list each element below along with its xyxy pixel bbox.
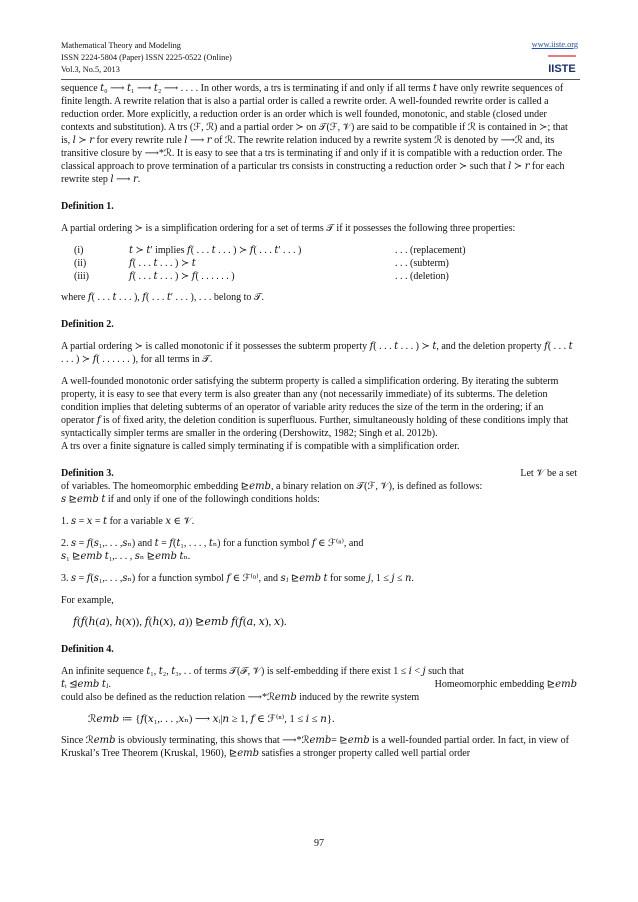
definition-3-header: [61, 467, 577, 480]
rewrite-system-formula: ℛ𝑒𝑚𝑏 ≔ {𝑓(𝑥₁,. . . ,𝑥ₙ) ⟶ 𝑥ᵢ|𝑛 ≥ 1, 𝑓 ∈ ℱ⁽ⁿ⁾, 1 ≤ 𝑖 ≤ 𝑛}.: [88, 714, 335, 725]
definition-2-paragraph: A well-founded monotonic order satisfying the subterm property is called a simplification ordering. By iterating the subterm property, it is easy to see that every term is also greater than any (not necessarily immediate) of its subterms. The deletion condition implies that deleting subterms of an operator of variable arity reduces the size of the term in the ordering; if an operator 𝑓 is of fixed arity, the deletion condition is superfluous. Further, simultaneously holding of these conditions imply that syntactically simpler terms are smaller in the ordering (Dershowitz, 1982; Singh et al. 2012b).: [61, 376, 569, 439]
page-body: [61, 82, 577, 769]
property-formula: 𝑡 ≻ 𝑡′ implies 𝑓( . . . 𝑡 . . . ) ≻ 𝑓( . . . 𝑡′ . . . ): [129, 245, 302, 256]
property-item: [61, 244, 577, 257]
property-name: . . . (deletion): [395, 271, 449, 282]
definition-3-lead: Let 𝒱 be a set: [520, 468, 577, 479]
property-formula: 𝑓( . . . 𝑡 . . . ) ≻ 𝑡: [129, 258, 196, 269]
property-name: . . . (replacement): [395, 245, 466, 256]
condition-1: 1. 𝑠 = 𝑥 = 𝑡 for a variable 𝑥 ∈ 𝒱.: [61, 516, 195, 527]
property-item: [61, 257, 577, 270]
definition-1-title: Definition 1.: [61, 201, 114, 212]
journal-title: Mathematical Theory and Modeling: [61, 41, 181, 50]
definition-2-text: A partial ordering ≻ is called monotonic if it possesses the subterm property 𝑓( . . . 𝑡 . . . ) ≻ 𝑡, and the deletion property 𝑓( . . . 𝑡 . . . ) ≻ 𝑓( . . . . . . ), for all terms in 𝒯.: [61, 341, 573, 365]
property-formula: 𝑓( . . . 𝑡 . . . ) ≻ 𝑓( . . . . . . ): [129, 271, 235, 282]
property-item: [61, 270, 577, 283]
definition-4-line: [61, 678, 577, 691]
example-formula: 𝑓(𝑓(ℎ(𝑎), ℎ(𝑥)), 𝑓(ℎ(𝑥), 𝑎)) ⊵𝑒𝑚𝑏 𝑓(𝑓(𝑎, 𝑥), 𝑥).: [73, 616, 287, 628]
condition-2-continued: 𝑠₁ ⊵𝑒𝑚𝑏 𝑡₁,. . . , 𝑠ₙ ⊵𝑒𝑚𝑏 𝑡ₙ.: [61, 551, 191, 562]
property-name: . . . (subterm): [395, 258, 449, 269]
definition-3-line: of variables. The homeomorphic embedding ⊵𝑒𝑚𝑏, a binary relation on 𝒯(ℱ, 𝒱), is defined as follows:: [61, 481, 483, 492]
condition-3: 3. 𝑠 = 𝑓(𝑠₁,. . . ,𝑠ₙ) for a function symbol 𝑓 ∈ ℱ⁽ⁿ⁾, and 𝑠ⱼ ⊵𝑒𝑚𝑏 𝑡 for some 𝑗, 1 ≤ 𝑗 ≤ 𝑛.: [61, 573, 414, 584]
example-label: For example,: [61, 595, 114, 606]
definition-4-text: could also be defined as the reduction relation ⟶*ℛ𝑒𝑚𝑏 induced by the rewrite system: [61, 692, 420, 703]
definition-3-line: 𝑠 ⊵𝑒𝑚𝑏 𝑡 if and only if one of the followingh conditions holds:: [61, 494, 320, 505]
intro-paragraph: sequence 𝑡₀ ⟶ 𝑡₁ ⟶ 𝑡₂ ⟶ . . . . In other words, a trs is terminating if and only if all terms 𝑡 have only rewrite sequences of finite length. A rewrite relation that is also a partial order is called a rewrite order. A well-founded rewrite order is called a reduction order. More explicitly, a reduction order is an order which is well founded, monotonic, and stable (closed under contexts and substitution). A trs (ℱ, ℛ) and a partial order ≻ on 𝒯(ℱ, 𝒱) are said to be compatible if ℛ is contained in ≻; that is, 𝑙 ≻ 𝑟 for every rewrite rule 𝑙 ⟶ 𝑟 of ℛ. The rewrite relation induced by a rewrite system ℛ is denoted by ⟶ℛ and, its transitive closure by ⟶*ℛ. It is easy to see that a trs is terminating if and only if it is compatible with a reduction order. The classical approach to prove termination of a particular trs consists in constructing a reduction order ≻ such that 𝑙 ≻ 𝑟 for each rewrite step 𝑙 ⟶ 𝑟.: [61, 83, 568, 185]
definition-4-title: Definition 4.: [61, 644, 114, 655]
iiste-logo: [545, 53, 579, 77]
volume-line: Vol.3, No.5, 2013: [61, 65, 120, 74]
svg-text:IISTE: IISTE: [548, 63, 576, 75]
simply-terminating-paragraph: A trs over a finite signature is called simply terminating if is compatible with a simplification order.: [61, 441, 460, 452]
embedding-relation: 𝑡ᵢ ⊴𝑒𝑚𝑏 𝑡ⱼ.: [61, 679, 111, 690]
property-number: (i): [74, 245, 84, 256]
issn-line: ISSN 2224-5804 (Paper) ISSN 2225-0522 (Online): [61, 53, 232, 62]
definition-3-title: Definition 3.: [61, 468, 114, 479]
definition-4-text: An infinite sequence 𝑡₁, 𝑡₂, 𝑡₃, . . of terms 𝒯(ℱ, 𝒱) is self-embedding if there exist 1 ≤ 𝑖 < 𝑗 such that: [61, 666, 464, 677]
property-number: (ii): [74, 258, 87, 269]
page-number: 97: [314, 838, 324, 849]
property-number: (iii): [74, 271, 89, 282]
journal-url-link[interactable]: www.iiste.org: [531, 40, 578, 49]
closing-paragraph: Since ℛ𝑒𝑚𝑏 is obviously terminating, this shows that ⟶*ℛ𝑒𝑚𝑏= ⊵𝑒𝑚𝑏 is a well-founded partial order. In fact, in view of Kruskal’s Tree Theorem (Kruskal, 1960), ⊵𝑒𝑚𝑏 satisfies a stronger property called well partial order: [61, 735, 569, 759]
definition-1-text: A partial ordering ≻ is a simplification ordering for a set of terms 𝒯 if it possesses the following three properties:: [61, 223, 516, 234]
embedding-lead: Homeomorphic embedding ⊵𝑒𝑚𝑏: [434, 679, 577, 690]
property-list: [61, 244, 577, 283]
definition-2-title: Definition 2.: [61, 319, 114, 330]
condition-2: 2. 𝑠 = 𝑓(𝑠₁,. . . ,𝑠ₙ) and 𝑡 = 𝑓(𝑡₁, . . . , 𝑡ₙ) for a function symbol 𝑓 ∈ ℱ⁽ⁿ⁾, and: [61, 538, 364, 549]
definition-1-where: where 𝑓( . . . 𝑡 . . . ), 𝑓( . . . 𝑡′ . . . ), . . . belong to 𝒯.: [61, 292, 265, 303]
header-rule: [61, 79, 580, 80]
